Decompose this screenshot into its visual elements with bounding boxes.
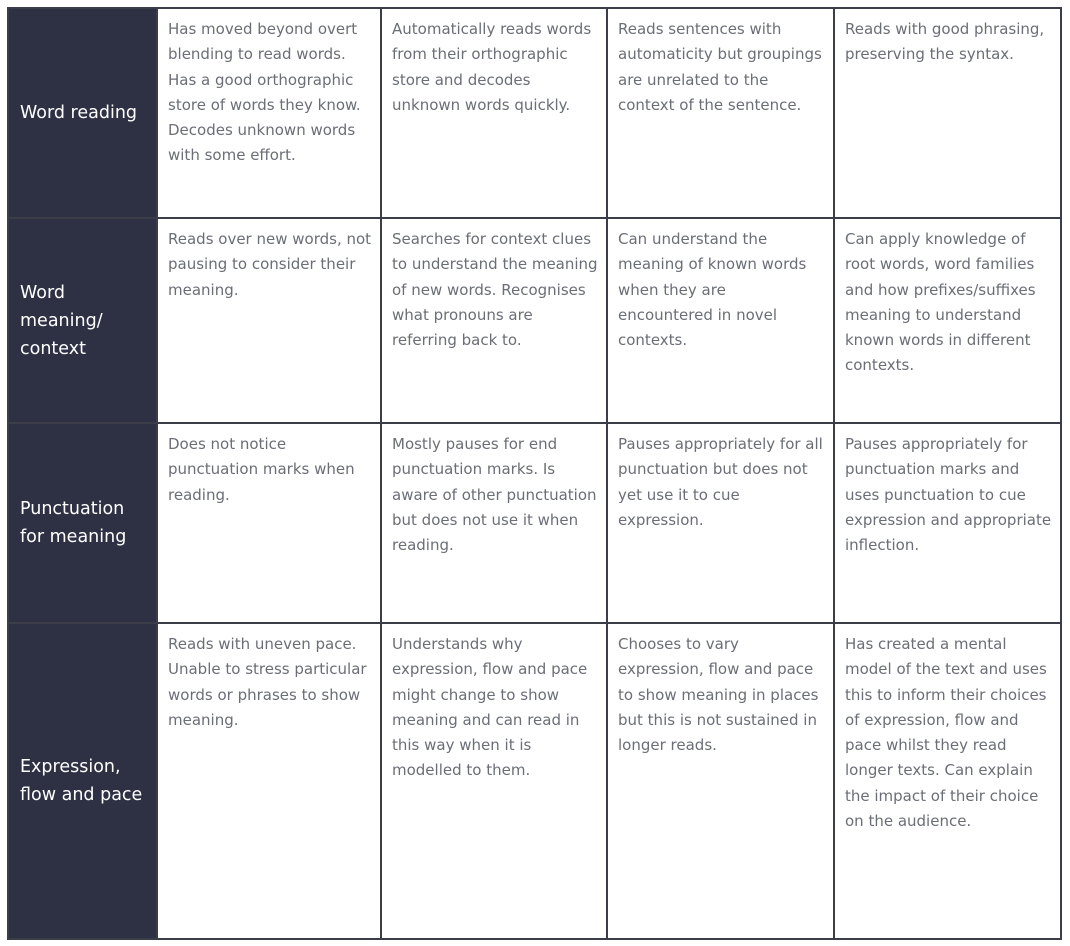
cell-text: Searches for context clues to understand the meaning of new words. Recognises what pronouns are referring back to. xyxy=(392,230,598,350)
rubric-row-word-meaning xyxy=(8,218,1061,423)
row-header-punctuation xyxy=(8,423,157,623)
rubric-cell xyxy=(607,218,834,423)
rubric-cell xyxy=(834,423,1061,623)
cell-text: Reads with uneven pace. Unable to stress particular words or phrases to show meaning. xyxy=(168,635,367,729)
rubric-cell xyxy=(607,423,834,623)
cell-text: Reads sentences with automaticity but groupings are unrelated to the context of the sentence. xyxy=(618,20,822,114)
cell-text: Can apply knowledge of root words, word families and how prefixes/suffixes meaning to understand known words in different contexts. xyxy=(845,230,1036,375)
rubric-cell xyxy=(834,8,1061,218)
rubric-cell xyxy=(157,8,381,218)
cell-text: Does not notice punctuation marks when reading. xyxy=(168,435,355,504)
rubric-cell xyxy=(381,423,607,623)
rubric-row-punctuation xyxy=(8,423,1061,623)
row-header-label: Word reading xyxy=(20,103,138,123)
cell-text: Pauses appropriately for all punctuation but does not yet use it to cue expression. xyxy=(618,435,823,529)
cell-text: Automatically reads words from their orthographic store and decodes unknown words quickly. xyxy=(392,20,592,114)
rubric-row-word-reading xyxy=(8,8,1061,218)
rubric-cell xyxy=(157,218,381,423)
row-header-label: Word meaning/ context xyxy=(20,282,103,359)
cell-text: Has moved beyond overt blending to read words. Has a good orthographic store of words they know. Decodes unknown words with some effort. xyxy=(168,20,361,165)
row-header-word-reading xyxy=(8,8,157,218)
cell-text: Reads with good phrasing, preserving the syntax. xyxy=(845,20,1045,64)
cell-text: Has created a mental model of the text and uses this to inform their choices of expression, flow and pace whilst they read longer texts. Can explain the impact of their choice on the audience. xyxy=(845,635,1047,831)
cell-text: Understands why expression, flow and pace might change to show meaning and can read in this way when it is modelled to them. xyxy=(392,635,588,780)
rubric-cell xyxy=(607,623,834,939)
rubric-row-expression xyxy=(8,623,1061,939)
row-header-expression xyxy=(8,623,157,939)
cell-text: Can understand the meaning of known words when they are encountered in novel contexts. xyxy=(618,230,807,350)
rubric-cell xyxy=(834,218,1061,423)
row-header-label: Expression, flow and pace xyxy=(20,757,143,805)
reading-fluency-rubric-table xyxy=(7,7,1062,940)
rubric-cell xyxy=(381,623,607,939)
row-header-word-meaning xyxy=(8,218,157,423)
rubric-cell xyxy=(157,623,381,939)
rubric-cell xyxy=(381,8,607,218)
cell-text: Reads over new words, not pausing to consider their meaning. xyxy=(168,230,372,299)
rubric-cell xyxy=(381,218,607,423)
cell-text: Pauses appropriately for punctuation marks and uses punctuation to cue expression and appropriate inflection. xyxy=(845,435,1052,555)
rubric-cell xyxy=(607,8,834,218)
cell-text: Mostly pauses for end punctuation marks. Is aware of other punctuation but does not use it when reading. xyxy=(392,435,597,555)
rubric-cell xyxy=(157,423,381,623)
cell-text: Chooses to vary expression, flow and pace to show meaning in places but this is not sustained in longer reads. xyxy=(618,635,819,755)
row-header-label: Punctuation for meaning xyxy=(20,499,127,547)
rubric-cell xyxy=(834,623,1061,939)
